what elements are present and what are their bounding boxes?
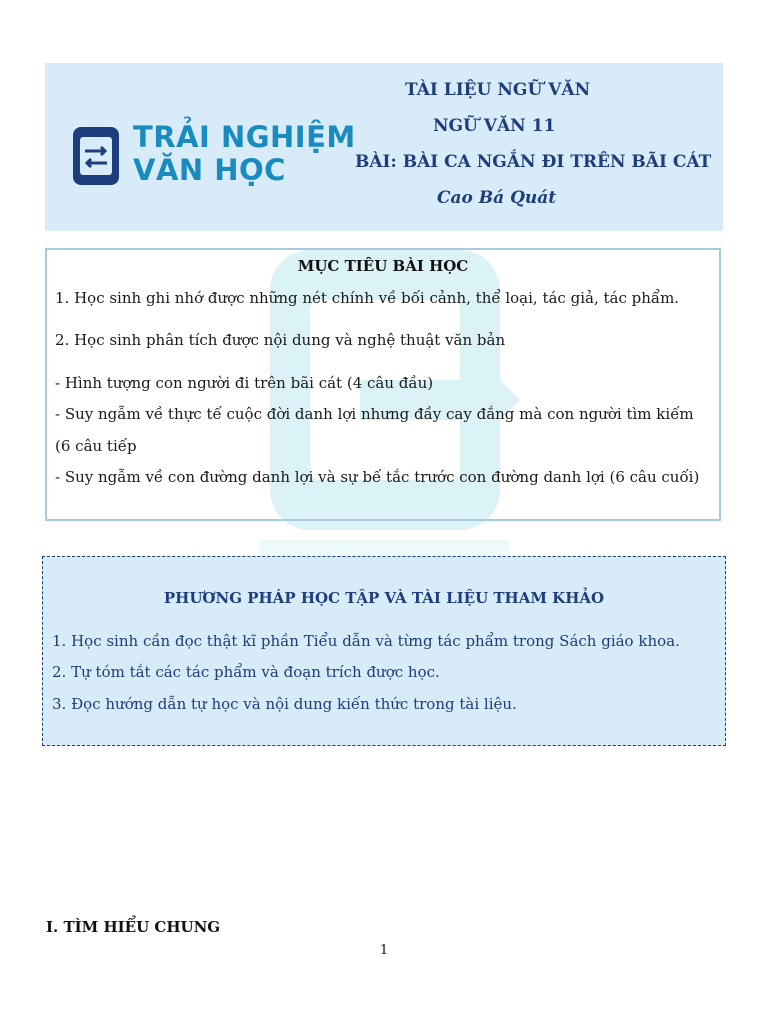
lesson-title: BÀI: BÀI CA NGẮN ĐI TRÊN BÃI CÁT (355, 152, 712, 172)
section-heading: I. TÌM HIỂU CHUNG (46, 918, 221, 936)
objectives-title: MỤC TIÊU BÀI HỌC (297, 257, 469, 275)
method-line: 2. Tự tóm tắt các tác phẩm và đoạn trích được học. (52, 663, 440, 681)
method-line: 3. Đọc hướng dẫn tự học và nội dung kiến thức trong tài liệu. (52, 695, 517, 713)
objective-line: 1. Học sinh ghi nhớ được những nét chính về bối cảnh, thể loại, tác giả, tác phẩm. (55, 289, 680, 307)
objective-line: - Suy ngẫm về con đường danh lợi và sự bế tắc trước con đường danh lợi (6 câu cuối) (55, 468, 700, 486)
document-type: TÀI LIỆU NGỮ VĂN (405, 80, 591, 100)
page-number: 1 (379, 943, 389, 958)
objective-line: (6 câu tiếp (55, 437, 137, 455)
method-box (42, 556, 726, 746)
objective-line: - Suy ngẫm về thực tế cuộc đời danh lợi nhưng đầy cay đắng mà con người tìm kiếm (55, 405, 694, 423)
grade-subject: NGỮ VĂN 11 (433, 116, 556, 136)
objectives-box (45, 248, 721, 521)
logo-text-line1: TRẢI NGHIỆM (133, 120, 356, 154)
method-line: 1. Học sinh cần đọc thật kĩ phần Tiểu dẫn và từng tác phẩm trong Sách giáo khoa. (52, 632, 680, 650)
logo-text (133, 121, 356, 187)
header-banner (45, 63, 723, 231)
objective-line: - Hình tượng con người đi trên bãi cát (4 câu đầu) (55, 374, 434, 392)
logo-text-line2: VĂN HỌC (133, 153, 286, 187)
objective-line: 2. Học sinh phân tích được nội dung và nghệ thuật văn bản (55, 331, 506, 349)
method-title: PHƯƠNG PHÁP HỌC TẬP VÀ TÀI LIỆU THAM KHẢO (163, 589, 605, 607)
author-name: Cao Bá Quát (437, 188, 557, 208)
book-exchange-icon (71, 125, 121, 187)
brand-logo (71, 120, 356, 193)
